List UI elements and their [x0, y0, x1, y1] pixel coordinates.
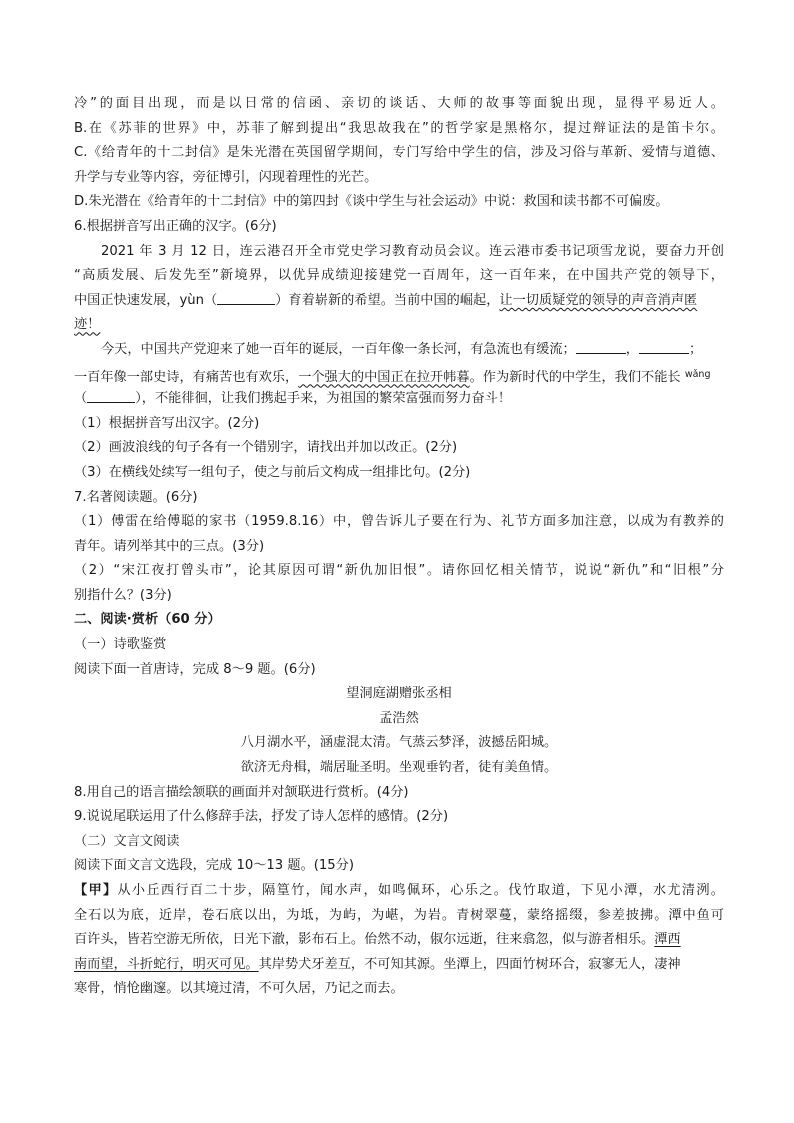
passage-line: 2021 年 3 月 12 日，连云港召开全市党史学习教育动员会议。连云港市委书记项雪龙说，要奋力开创 — [101, 243, 724, 259]
instruction: 阅读下面文言文选段，完成 10～13 题。(15分) — [74, 858, 355, 874]
classical-line — [74, 928, 724, 953]
passage-line: “高质发展、后发先至”新境界，以优异成绩迎接建党一百周年，这一百年来，在中国共产党的领导下， — [74, 268, 724, 284]
poem-title: 望洞庭湖赠张丞相 — [346, 686, 452, 702]
passage-text: 中国正快速发展，yùn（ — [74, 292, 218, 308]
poem-line: 欲济无舟楫，端居耻圣明。坐观垂钓者，徒有美鱼情。 — [240, 760, 558, 776]
answer-blank[interactable] — [639, 339, 689, 354]
passage-line — [74, 363, 724, 388]
subquestion-cont: 别指什么？(3分) — [74, 587, 172, 603]
question-6-title: 6.根据拼音写出正确的汉字。(6分) — [74, 218, 277, 234]
question-8: 8.用自己的语言描绘颔联的画面并对颔联进行赏析。(4分) — [74, 784, 409, 800]
text-line: 冷”的面目出现，而是以日常的信函、亲切的谈话、大师的故事等面貌出现，显得平易近人。 — [74, 96, 724, 111]
classical-line — [74, 879, 724, 904]
subquestion: （2）“宋江夜打曾头市”，论其原因可谓“新仇加旧恨”。请你回忆相关情节，说说“新仇”和“旧根”分 — [74, 563, 724, 579]
wavy-sentence: 一个强大的中国正在拉开帏暮 — [298, 369, 470, 385]
question-9: 9.说说尾联运用了什么修辞手法，抒发了诗人怎样的感情。(2分) — [74, 809, 449, 825]
passage-text: ）育着崭新的希望。当前中国的崛起， — [275, 292, 500, 308]
passage-text: （ — [74, 391, 88, 407]
passage-line — [74, 387, 724, 412]
subsection-heading: （二）文言文阅读 — [74, 833, 180, 849]
answer-blank[interactable] — [576, 339, 626, 354]
option-c-cont: 升学与专业等内容，旁征博引，闪现着理性的光芒。 — [74, 169, 378, 185]
underlined-sentence: 潭西 — [654, 932, 681, 948]
option-b: B.在《苏菲的世界》中，苏菲了解到提出“我思故我在”的哲学家是黑格尔，提过辩证法的是笛卡尔。 — [74, 120, 724, 136]
subquestion: （3）在横线处续写一组句子，使之与前后文构成一组排比句。(2分) — [74, 464, 471, 480]
exam-page — [74, 92, 724, 1002]
option-c: C.《给青年的十二封信》是朱光潜在英国留学期间，专门写给中学生的信，涉及习俗与革新、爱情与道德、 — [74, 145, 724, 161]
subquestion: （2）画波浪线的句子各有一个错别字，请找出并加以改正。(2分) — [74, 440, 458, 456]
question-7-title: 7.名著阅读题。(6分) — [74, 489, 198, 505]
classical-text: 其岸势犬牙差互，不可知其源。坐潭上，四面竹树环合，寂寥无人，凄神 — [258, 956, 681, 972]
poem-line: 八月湖水平，涵虚混太清。气蒸云梦泽，波撼岳阳城。 — [240, 735, 558, 751]
pinyin-label: wǎng — [684, 368, 711, 380]
passage-text: ， — [625, 341, 639, 357]
subquestion: （1）根据拼音写出汉字。(2分) — [74, 415, 260, 431]
passage-text: 今天，中国共产党迎来了她一百年的诞辰，一百年像一条长河，有急流也有缓流； — [101, 341, 576, 357]
classical-text: 从小丘西行百二十步，隔篁竹，闻水声，如鸣佩环，心乐之。伐竹取道，下见小潭，水尤清洌。 — [117, 883, 724, 898]
excerpt-label: 【甲】 — [74, 883, 118, 898]
passage-text: 。作为新时代的中学生，我们不能长 — [469, 369, 681, 385]
classical-text: 百许头，皆若空游无所依，日光下澈，影布石上。佁然不动，俶尔远逝，往来翕忽，似与游者相乐。 — [74, 932, 655, 948]
passage-text: ； — [688, 341, 703, 357]
passage-line — [74, 289, 724, 314]
wavy-sentence: 让一切质疑党的领导的声音消声匿 — [499, 292, 698, 308]
classical-line: 全石以为底，近岸，卷石底以出，为坻，为屿，为嵁，为岩。青树翠蔓，蒙络摇缀，参差披拂。潭中鱼可 — [74, 907, 724, 923]
section-heading: 二、阅读·赏析（60 分） — [74, 612, 221, 628]
answer-blank[interactable] — [217, 290, 275, 305]
answer-blank[interactable] — [87, 388, 135, 403]
passage-text: ），不能徘徊，让我们携起手来，为祖国的繁荣富强而努力奋斗！ — [135, 391, 512, 407]
poem-author: 孟浩然 — [379, 710, 419, 726]
classical-line — [74, 953, 724, 978]
classical-line: 寒骨，悄怆幽邃。以其境过清，不可久居，乃记之而去。 — [74, 981, 404, 997]
option-d: D.朱光潜在《给青年的十二封信》中的第四封《谈中学生与社会运动》中说：救国和读书都不可偏废。 — [74, 194, 669, 210]
underlined-sentence: 南而望，斗折蛇行，明灭可见。 — [74, 956, 259, 972]
instruction: 阅读下面一首唐诗，完成 8～9 题。(6分) — [74, 661, 316, 677]
passage-line — [74, 338, 724, 363]
wavy-sentence-end: 迹！ — [74, 317, 101, 333]
passage-text: 一百年像一部史诗，有痛苦也有欢乐， — [74, 369, 299, 385]
subsection-heading: （一）诗歌鉴赏 — [74, 637, 167, 653]
subquestion-cont: 青年。请列举其中的三点。(3分) — [74, 538, 265, 554]
subquestion: （1）傅雷在给傅聪的家书（1959.8.16）中，曾告诉儿子要在行为、礼节方面多加注意，以成为有教养的 — [74, 514, 724, 530]
passage-line — [74, 313, 724, 338]
